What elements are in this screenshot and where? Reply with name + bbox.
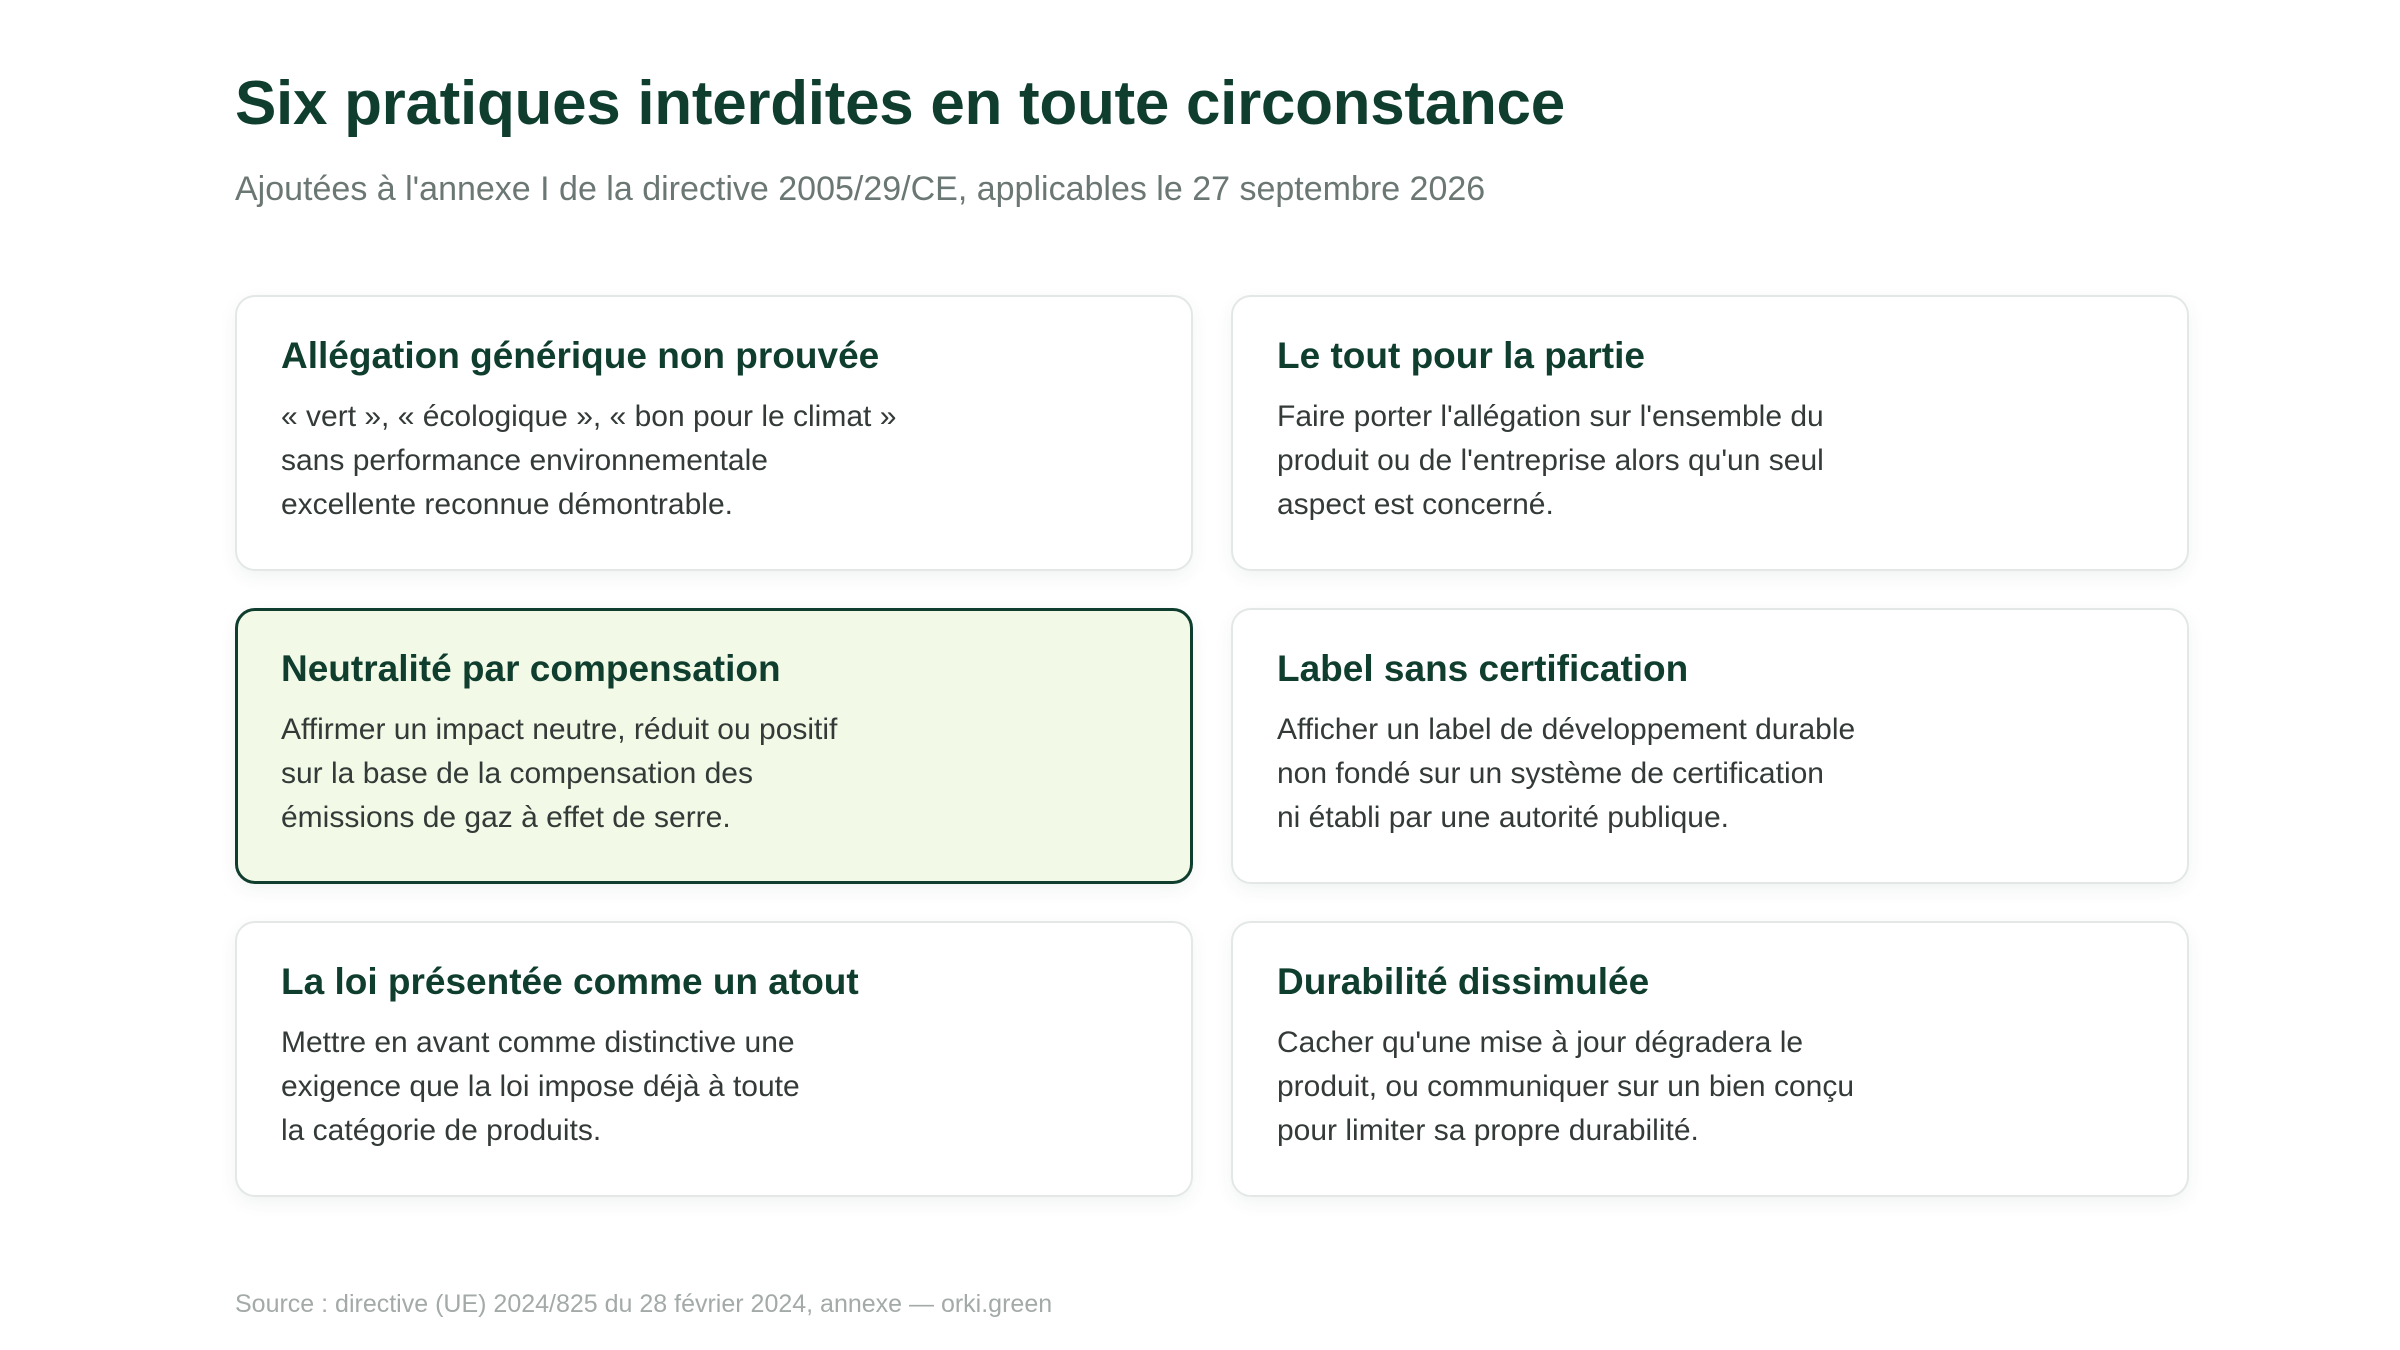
card-title: Label sans certification <box>1277 648 1689 689</box>
practice-card-uncertified-label <box>1231 608 2189 884</box>
page-subtitle: Ajoutées à l'annexe I de la directive 2005/29/CE, applicables le 27 septembre 2026 <box>235 170 1486 208</box>
page-title: Six pratiques interdites en toute circonstance <box>235 69 1565 138</box>
practices-grid <box>235 295 2190 1197</box>
card-description: Mettre en avant comme distinctive une exigence que la loi impose déjà à toute la catégorie de produits. <box>281 1026 800 1147</box>
card-description: Faire porter l'allégation sur l'ensemble du produit ou de l'entreprise alors qu'un seul aspect est concerné. <box>1277 400 1824 521</box>
card-title: Neutralité par compensation <box>281 648 781 689</box>
card-description: Affirmer un impact neutre, réduit ou positif sur la base de la compensation des émissions de gaz à effet de serre. <box>281 713 838 834</box>
card-description: « vert », « écologique », « bon pour le climat » sans performance environnementale excellente reconnue démontrable. <box>281 400 897 521</box>
card-description: Cacher qu'une mise à jour dégradera le produit, ou communiquer sur un bien conçu pour limiter sa propre durabilité. <box>1277 1026 1855 1147</box>
card-title: Allégation générique non prouvée <box>281 335 880 376</box>
practice-card-hidden-durability <box>1231 921 2189 1197</box>
source-note: Source : directive (UE) 2024/825 du 28 février 2024, annexe — orki.green <box>235 1290 1053 1318</box>
card-title: Le tout pour la partie <box>1277 335 1645 376</box>
practice-card-whole-for-part <box>1231 295 2189 571</box>
card-title: Durabilité dissimulée <box>1277 961 1650 1002</box>
card-description: Afficher un label de développement durable non fondé sur un système de certification ni établi par une autorité publique. <box>1277 713 1856 834</box>
practice-card-law-as-asset <box>235 921 1193 1197</box>
practice-card-offset-neutrality <box>235 608 1193 884</box>
card-title: La loi présentée comme un atout <box>281 961 859 1002</box>
practice-card-generic-claim <box>235 295 1193 571</box>
